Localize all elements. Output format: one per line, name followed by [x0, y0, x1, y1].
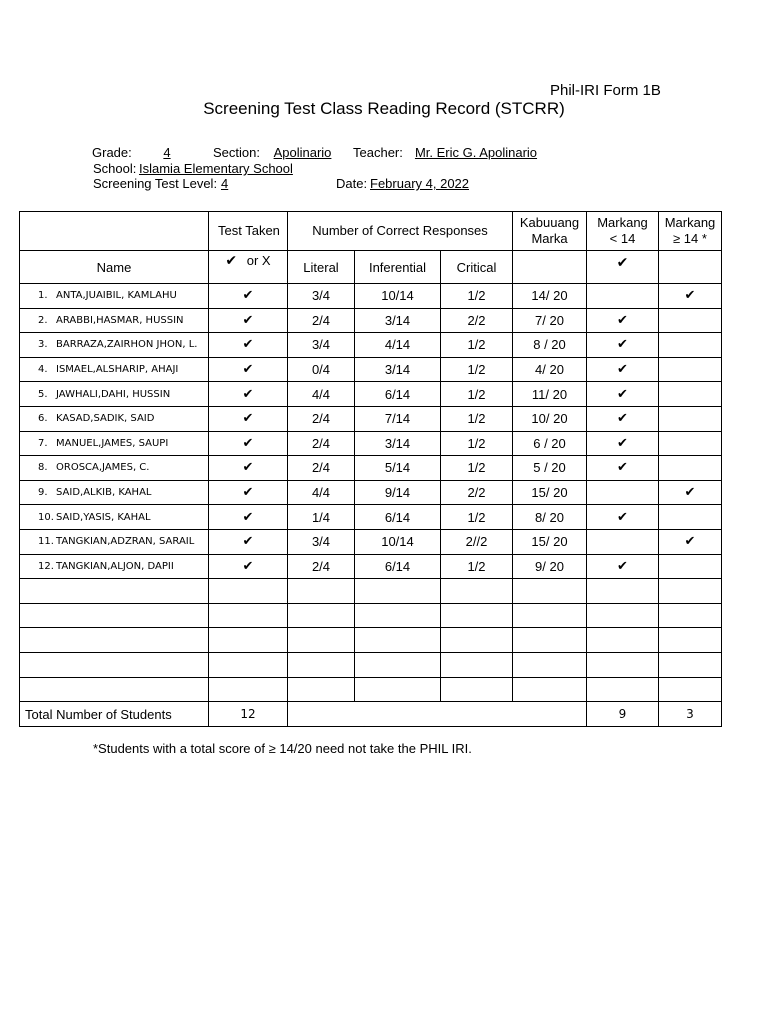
table-row: [20, 308, 722, 333]
inferential-score: 4/14: [355, 333, 441, 358]
inferential-score: 7/14: [355, 406, 441, 431]
table-row: [20, 456, 722, 481]
empty-cell: [659, 579, 722, 604]
markang-lt-14-check: ✔: [587, 406, 659, 431]
empty-row: [20, 579, 722, 604]
empty-row: [20, 628, 722, 653]
test-taken-check: ✔: [209, 554, 288, 579]
school-label: School:: [93, 161, 137, 176]
test-taken-check: ✔: [209, 406, 288, 431]
student-name: SAID,YASIS, KAHAL: [56, 511, 151, 523]
literal-score: 0/4: [288, 357, 355, 382]
row-number: 11.: [38, 536, 54, 548]
empty-row: [20, 677, 722, 702]
header-literal: Literal: [288, 251, 355, 284]
row-number: 10.: [38, 511, 54, 523]
literal-score: 2/4: [288, 406, 355, 431]
student-name-cell: [20, 308, 209, 333]
literal-score: 4/4: [288, 382, 355, 407]
empty-cell: [355, 652, 441, 677]
empty-cell: [587, 677, 659, 702]
markang-lt-14-check: ✔: [587, 431, 659, 456]
test-taken-check: ✔: [209, 308, 288, 333]
total-taken: 12: [209, 702, 288, 727]
markang-lt-14-check: [587, 529, 659, 554]
empty-cell: [209, 579, 288, 604]
critical-score: 1/2: [441, 431, 513, 456]
inferential-score: 10/14: [355, 529, 441, 554]
row-number: 8.: [38, 462, 48, 474]
markang-lt-14-check: ✔: [587, 357, 659, 382]
empty-cell: [355, 579, 441, 604]
test-taken-check: ✔: [209, 456, 288, 481]
table-row: [20, 382, 722, 407]
table-row: [20, 529, 722, 554]
header-markang-lt-14: Markang < 14: [587, 212, 659, 251]
markang-ge-14-check: [659, 382, 722, 407]
date-value: February 4, 2022: [370, 176, 470, 191]
empty-cell: [20, 677, 209, 702]
page-title: Screening Test Class Reading Record (STCRR): [203, 99, 565, 118]
literal-score: 2/4: [288, 456, 355, 481]
empty-cell: [441, 677, 513, 702]
empty-cell: [288, 628, 355, 653]
total-score: 10/ 20: [513, 406, 587, 431]
row-number: 5.: [38, 388, 48, 400]
student-name: ISMAEL,ALSHARIP, AHAJI: [56, 364, 179, 376]
empty-cell: [20, 628, 209, 653]
row-number: 7.: [38, 437, 48, 449]
header-inferential: Inferential: [355, 251, 441, 284]
section-value: Apolinario: [273, 145, 332, 160]
markang-ge-14-check: [659, 308, 722, 333]
inferential-score: 3/14: [355, 308, 441, 333]
row-number: 2.: [38, 314, 48, 326]
header-kabuuang-marka: Kabuuang Marka: [513, 212, 587, 251]
inferential-score: 6/14: [355, 554, 441, 579]
markang-lt-14-check: ✔: [587, 333, 659, 358]
literal-score: 4/4: [288, 480, 355, 505]
empty-cell: [20, 603, 209, 628]
date-label: Date:: [336, 176, 368, 191]
inferential-score: 9/14: [355, 480, 441, 505]
student-name: ANTA,JUAIBIL, KAMLAHU: [56, 290, 177, 302]
or-x-label: or X: [246, 253, 271, 268]
empty-cell: [659, 628, 722, 653]
empty-cell: [20, 579, 209, 604]
level-label: Screening Test Level:: [93, 176, 218, 191]
student-name-cell: [20, 529, 209, 554]
markang-ge-14-check: [659, 554, 722, 579]
literal-score: 2/4: [288, 308, 355, 333]
total-score: 8/ 20: [513, 505, 587, 530]
student-name: MANUEL,JAMES, SAUPI: [56, 437, 169, 449]
total-score: 9/ 20: [513, 554, 587, 579]
header-blank-cell: [20, 212, 209, 251]
critical-score: 1/2: [441, 382, 513, 407]
markang-ge-14-check: ✔: [659, 284, 722, 309]
empty-cell: [587, 628, 659, 653]
total-score: 15/ 20: [513, 529, 587, 554]
header-critical: Critical: [441, 251, 513, 284]
markang-lt-14-check: ✔: [587, 505, 659, 530]
header-blank-total: [513, 251, 587, 284]
empty-cell: [288, 652, 355, 677]
table-row: [20, 431, 722, 456]
total-label: Total Number of Students: [20, 702, 209, 727]
header-markang-ge-14: Markang ≥ 14 *: [659, 212, 722, 251]
markang-ge-14-check: [659, 456, 722, 481]
test-taken-check: ✔: [209, 505, 288, 530]
markang-lt-14-check: [587, 480, 659, 505]
inferential-score: 6/14: [355, 382, 441, 407]
empty-cell: [587, 652, 659, 677]
empty-row: [20, 603, 722, 628]
markang-ge-14-check: [659, 357, 722, 382]
student-name: ARABBI,HASMAR, HUSSIN: [56, 314, 184, 326]
empty-cell: [288, 579, 355, 604]
reading-record-table: [19, 211, 722, 727]
form-label: Phil-IRI Form 1B: [550, 82, 661, 99]
student-name-cell: [20, 357, 209, 382]
critical-score: 2/2: [441, 480, 513, 505]
empty-cell: [659, 652, 722, 677]
header-check-or-x: [209, 251, 288, 284]
total-score: 6 / 20: [513, 431, 587, 456]
markang-lt-14-check: ✔: [587, 308, 659, 333]
markang-ge-14-check: ✔: [659, 480, 722, 505]
critical-score: 2//2: [441, 529, 513, 554]
table-row: [20, 333, 722, 358]
markang-ge-14-check: [659, 333, 722, 358]
literal-score: 3/4: [288, 333, 355, 358]
test-taken-check: ✔: [209, 382, 288, 407]
total-lt-14: 9: [587, 702, 659, 727]
header-row-2: [20, 251, 722, 284]
literal-score: 2/4: [288, 554, 355, 579]
school-value: Islamia Elementary School: [139, 161, 293, 176]
table-row: [20, 480, 722, 505]
level-value: 4: [221, 176, 229, 191]
student-name: OROSCA,JAMES, C.: [56, 462, 150, 474]
critical-score: 1/2: [441, 505, 513, 530]
empty-cell: [441, 603, 513, 628]
markang-lt-14-check: ✔: [587, 456, 659, 481]
empty-cell: [20, 652, 209, 677]
student-name: TANGKIAN,ALJON, DAPII: [56, 560, 174, 572]
empty-row: [20, 652, 722, 677]
student-name: BARRAZA,ZAIRHON JHON, L.: [56, 339, 198, 351]
teacher-label: Teacher:: [353, 145, 403, 160]
empty-cell: [659, 603, 722, 628]
inferential-score: 10/14: [355, 284, 441, 309]
total-row: [20, 702, 722, 727]
test-taken-check: ✔: [209, 333, 288, 358]
row-number: 1.: [38, 290, 48, 302]
empty-cell: [513, 652, 587, 677]
header-test-taken: Test Taken: [209, 212, 288, 251]
row-number: 12.: [38, 560, 54, 572]
total-score: 14/ 20: [513, 284, 587, 309]
section-label: Section:: [213, 145, 260, 160]
empty-cell: [441, 628, 513, 653]
empty-cell: [513, 677, 587, 702]
check-icon: ✔: [225, 253, 238, 269]
grade-value: 4: [163, 145, 171, 160]
empty-cell: [441, 652, 513, 677]
empty-cell: [441, 579, 513, 604]
table-row: [20, 357, 722, 382]
test-taken-check: ✔: [209, 431, 288, 456]
student-name: KASAD,SADIK, SAID: [56, 413, 155, 425]
inferential-score: 3/14: [355, 357, 441, 382]
literal-score: 1/4: [288, 505, 355, 530]
test-taken-check: ✔: [209, 480, 288, 505]
row-number: 9.: [38, 487, 48, 499]
student-name-cell: [20, 554, 209, 579]
markang-ge-14-check: [659, 505, 722, 530]
student-name: TANGKIAN,ADZRAN, SARAIL: [56, 536, 195, 548]
table-row: [20, 505, 722, 530]
row-number: 4.: [38, 364, 48, 376]
table-row: [20, 284, 722, 309]
literal-score: 3/4: [288, 529, 355, 554]
student-name-cell: [20, 456, 209, 481]
footnote: *Students with a total score of ≥ 14/20 need not take the PHIL IRI.: [93, 741, 472, 756]
literal-score: 3/4: [288, 284, 355, 309]
empty-cell: [659, 677, 722, 702]
row-number: 6.: [38, 413, 48, 425]
critical-score: 1/2: [441, 406, 513, 431]
student-name-cell: [20, 382, 209, 407]
markang-lt-14-check: ✔: [587, 554, 659, 579]
table-row: [20, 406, 722, 431]
student-name: SAID,ALKIB, KAHAL: [56, 487, 152, 499]
total-score: 15/ 20: [513, 480, 587, 505]
total-score: 7/ 20: [513, 308, 587, 333]
header-blank-ge: [659, 251, 722, 284]
markang-ge-14-check: [659, 406, 722, 431]
empty-cell: [355, 603, 441, 628]
inferential-score: 5/14: [355, 456, 441, 481]
test-taken-check: ✔: [209, 529, 288, 554]
markang-lt-14-check: ✔: [587, 382, 659, 407]
teacher-value: Mr. Eric G. Apolinario: [414, 145, 538, 160]
empty-cell: [513, 579, 587, 604]
empty-cell: [587, 579, 659, 604]
empty-cell: [355, 677, 441, 702]
student-name-cell: [20, 333, 209, 358]
empty-cell: [513, 603, 587, 628]
total-ge-14: 3: [659, 702, 722, 727]
check-icon: ✔: [616, 255, 629, 271]
empty-cell: [587, 603, 659, 628]
inferential-score: 6/14: [355, 505, 441, 530]
empty-cell: [209, 677, 288, 702]
total-score: 11/ 20: [513, 382, 587, 407]
student-name-cell: [20, 480, 209, 505]
inferential-score: 3/14: [355, 431, 441, 456]
empty-cell: [209, 628, 288, 653]
header-correct-responses: Number of Correct Responses: [288, 212, 513, 251]
empty-cell: [513, 628, 587, 653]
critical-score: 2/2: [441, 308, 513, 333]
test-taken-check: ✔: [209, 357, 288, 382]
grade-label: Grade:: [92, 145, 132, 160]
student-name-cell: [20, 406, 209, 431]
student-name-cell: [20, 505, 209, 530]
empty-cell: [209, 603, 288, 628]
student-name-cell: [20, 431, 209, 456]
empty-cell: [209, 652, 288, 677]
critical-score: 1/2: [441, 357, 513, 382]
header-name: Name: [20, 251, 209, 284]
markang-lt-14-check: [587, 284, 659, 309]
header-row-1: [20, 212, 722, 251]
empty-cell: [288, 677, 355, 702]
critical-score: 1/2: [441, 554, 513, 579]
student-name-cell: [20, 284, 209, 309]
total-score: 4/ 20: [513, 357, 587, 382]
critical-score: 1/2: [441, 333, 513, 358]
empty-cell: [355, 628, 441, 653]
empty-cell: [288, 603, 355, 628]
markang-ge-14-check: [659, 431, 722, 456]
test-taken-check: ✔: [209, 284, 288, 309]
header-lt-check: [587, 251, 659, 284]
row-number: 3.: [38, 339, 48, 351]
critical-score: 1/2: [441, 456, 513, 481]
critical-score: 1/2: [441, 284, 513, 309]
student-name: JAWHALI,DAHI, HUSSIN: [56, 388, 171, 400]
total-score: 5 / 20: [513, 456, 587, 481]
total-score: 8 / 20: [513, 333, 587, 358]
total-blank: [288, 702, 587, 727]
literal-score: 2/4: [288, 431, 355, 456]
markang-ge-14-check: ✔: [659, 529, 722, 554]
table-row: [20, 554, 722, 579]
